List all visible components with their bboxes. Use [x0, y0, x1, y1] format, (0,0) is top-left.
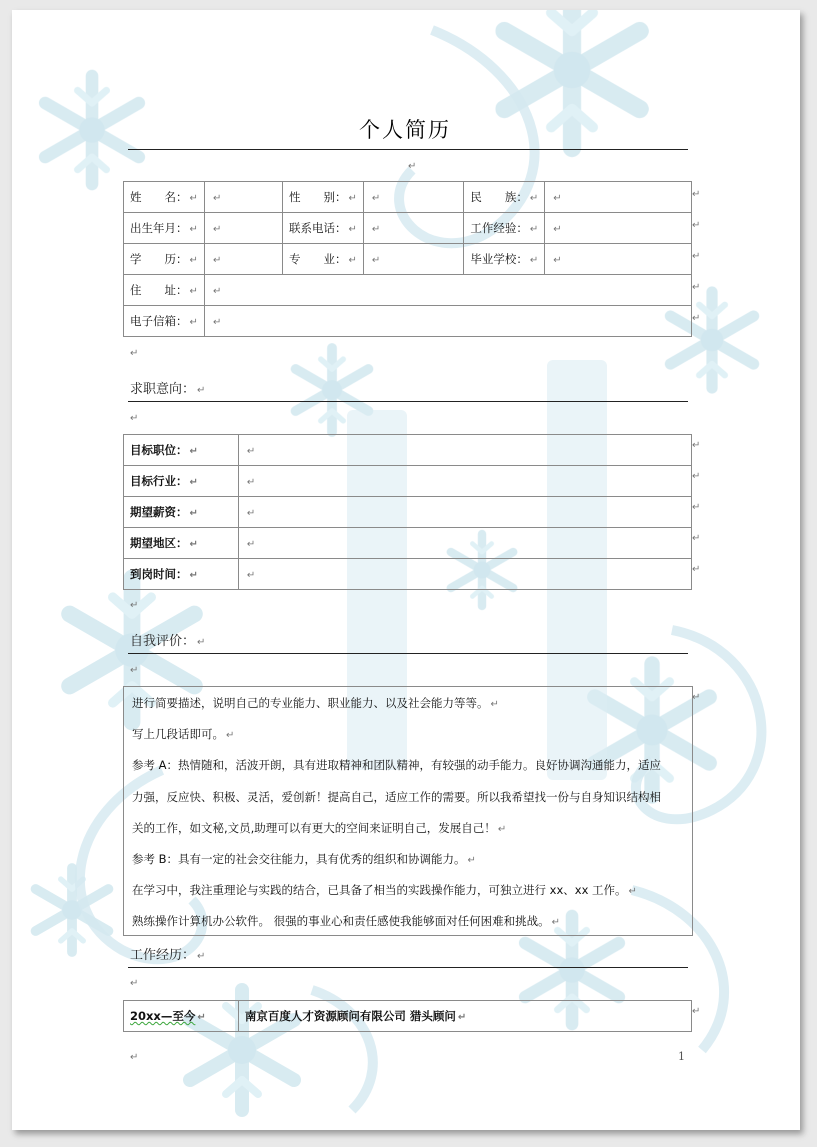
paragraph-mark: ↵	[130, 978, 139, 989]
email-value[interactable]: ↵	[204, 306, 691, 337]
target-position-label: 目标职位： ↵	[124, 435, 239, 466]
major-label: 专 业： ↵	[282, 244, 363, 275]
row-end-mark: ↵	[692, 1006, 701, 1017]
address-label: 住 址： ↵	[124, 275, 205, 306]
start-time-label: 到岗时间： ↵	[124, 559, 239, 590]
page-number: 1	[678, 1050, 685, 1063]
target-industry-label: 目标行业： ↵	[124, 466, 239, 497]
intent-underline	[128, 401, 688, 402]
document-page	[12, 10, 800, 1130]
phone-label: 联系电话： ↵	[282, 213, 363, 244]
row-end-mark: ↵	[692, 189, 701, 200]
row-end-mark: ↵	[692, 502, 701, 513]
email-label: 电子信箱： ↵	[124, 306, 205, 337]
row-end-mark: ↵	[692, 282, 701, 293]
name-value[interactable]: ↵	[204, 182, 282, 213]
self-line: 写上几段话即可。 ↵	[132, 727, 235, 741]
ethnicity-value[interactable]: ↵	[545, 182, 692, 213]
title-underline	[128, 149, 688, 150]
row-end-mark: ↵	[692, 251, 701, 262]
start-time-value[interactable]: ↵	[238, 559, 691, 590]
paragraph-mark: ↵	[130, 1052, 139, 1063]
basic-info-table	[123, 181, 692, 337]
experience-value[interactable]: ↵	[545, 213, 692, 244]
work-table	[123, 1000, 692, 1032]
intent-table	[123, 434, 692, 590]
paragraph-mark: ↵	[130, 665, 139, 676]
self-line: 熟练操作计算机办公软件。 很强的事业心和责任感使我能够面对任何困难和挑战。 ↵	[132, 914, 561, 928]
birth-label: 出生年月： ↵	[124, 213, 205, 244]
gender-value[interactable]: ↵	[363, 182, 464, 213]
target-position-value[interactable]: ↵	[238, 435, 691, 466]
experience-label: 工作经验： ↵	[464, 213, 545, 244]
row-end-mark: ↵	[692, 440, 701, 451]
self-line: 力强，反应快、积极、灵活，爱创新！提高自己，适应工作的需要。所以我希望找一份与自身知识结构相	[132, 790, 661, 804]
expected-region-value[interactable]: ↵	[238, 528, 691, 559]
expected-region-label: 期望地区： ↵	[124, 528, 239, 559]
work-period: 20xx—至今 ↵	[124, 1001, 239, 1032]
work-company: 南京百度人才资源顾问有限公司 猎头顾问 ↵	[238, 1001, 691, 1032]
school-label: 毕业学校： ↵	[464, 244, 545, 275]
paragraph-mark: ↵	[130, 600, 139, 611]
address-value[interactable]: ↵	[204, 275, 691, 306]
phone-value[interactable]: ↵	[363, 213, 464, 244]
self-evaluation-box[interactable]	[123, 686, 693, 936]
paragraph-mark: ↵	[130, 348, 139, 359]
self-line: 在学习中，我注重理论与实践的结合，已具备了相当的实践操作能力，可独立进行 xx、xx 工作。 ↵	[132, 883, 637, 897]
self-line: 参考 B：具有一定的社会交往能力，具有优秀的组织和协调能力。 ↵	[132, 852, 476, 866]
expected-salary-value[interactable]: ↵	[238, 497, 691, 528]
paragraph-mark: ↵	[130, 413, 139, 424]
self-heading: 自我评价： ↵	[130, 634, 206, 649]
work-underline	[128, 967, 688, 968]
name-label: 姓 名： ↵	[124, 182, 205, 213]
row-end-mark: ↵	[692, 313, 701, 324]
education-label: 学 历： ↵	[124, 244, 205, 275]
row-end-mark: ↵	[692, 564, 701, 575]
row-end-mark: ↵	[692, 471, 701, 482]
resume-title: 个人简历	[359, 118, 451, 142]
self-underline	[128, 653, 688, 654]
school-value[interactable]: ↵	[545, 244, 692, 275]
row-end-mark: ↵	[692, 692, 701, 703]
target-industry-value[interactable]: ↵	[238, 466, 691, 497]
gender-label: 性 别： ↵	[282, 182, 363, 213]
self-line: 参考 A：热情随和，活波开朗，具有进取精神和团队精神，有较强的动手能力。良好协调沟通能力，适应	[132, 758, 662, 772]
expected-salary-label: 期望薪资： ↵	[124, 497, 239, 528]
intent-heading: 求职意向： ↵	[130, 382, 206, 397]
paragraph-mark: ↵	[408, 161, 417, 172]
work-heading: 工作经历： ↵	[130, 948, 206, 963]
major-value[interactable]: ↵	[363, 244, 464, 275]
self-line: 进行简要描述，说明自己的专业能力、职业能力、以及社会能力等等。 ↵	[132, 696, 499, 710]
ethnicity-label: 民 族： ↵	[464, 182, 545, 213]
birth-value[interactable]: ↵	[204, 213, 282, 244]
education-value[interactable]: ↵	[204, 244, 282, 275]
row-end-mark: ↵	[692, 220, 701, 231]
row-end-mark: ↵	[692, 533, 701, 544]
self-line: 关的工作，如文秘,文员,助理可以有更大的空间来证明自己，发展自己！ ↵	[132, 821, 507, 835]
